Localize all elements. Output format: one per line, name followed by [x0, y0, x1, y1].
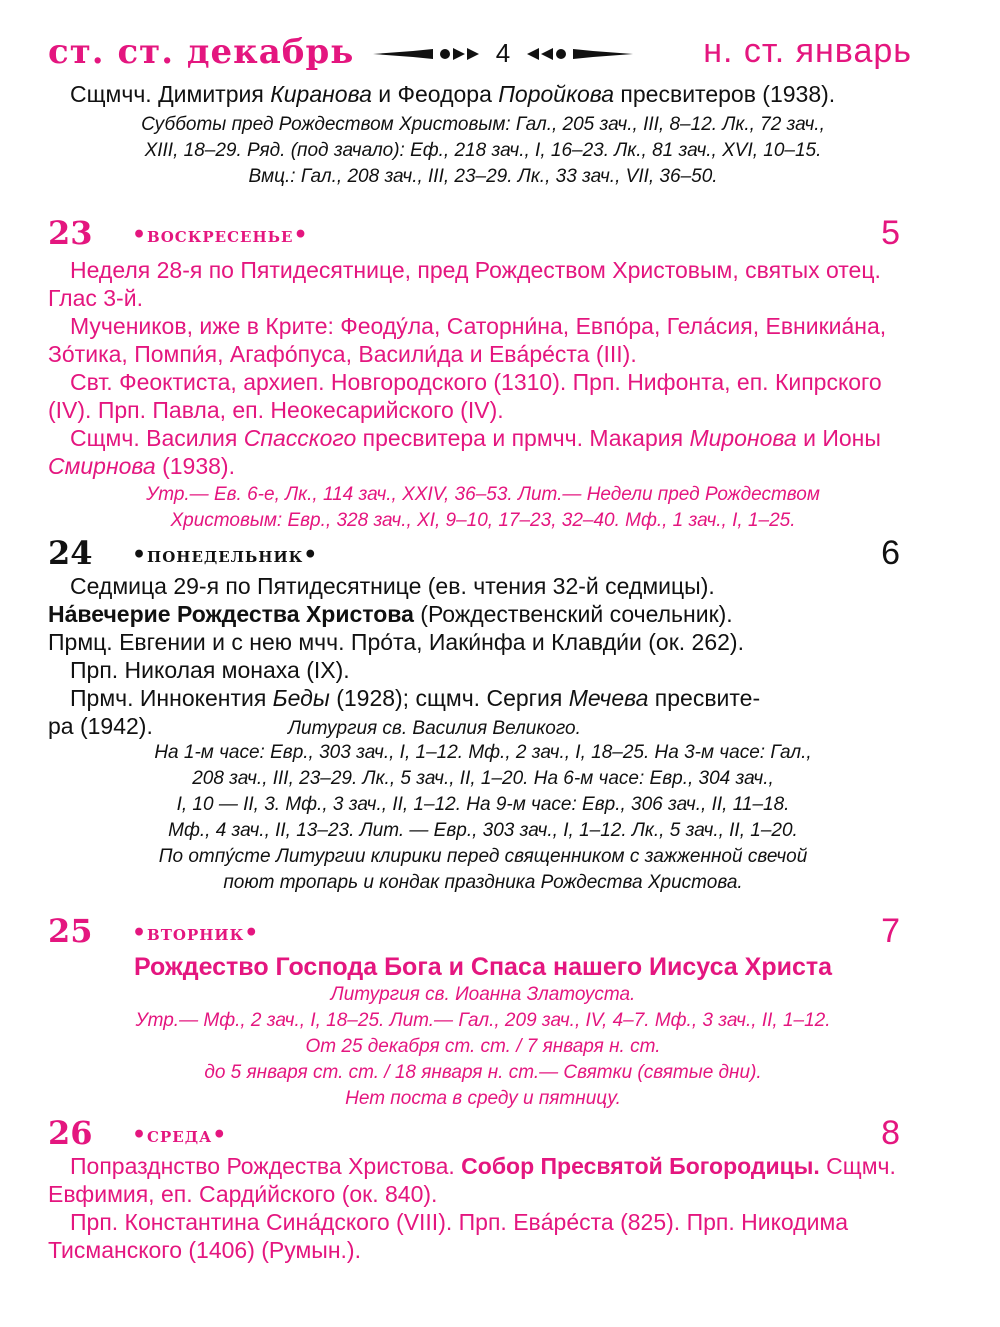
new-style-day: 5	[881, 214, 900, 252]
day-header-25	[48, 912, 900, 952]
page-number-ornament	[373, 38, 633, 68]
weekday-name: •понедельник•	[132, 542, 319, 568]
weekday-name: •вторник•	[132, 920, 260, 946]
weekday-name: •среда•	[132, 1122, 228, 1148]
commemoration-continued: ра (1942).	[48, 713, 153, 739]
liturgy-note: Литургия св. Василия Великого.	[288, 718, 581, 739]
feast-title: Рождество Господа Бога и Спаса нашего Иисуса Христа	[133, 953, 833, 981]
page-header	[48, 30, 912, 78]
intro-commemoration: Сщмчч. Димитрия Киранова и Феодора Поройкова пресвитеров (1938).	[70, 81, 836, 107]
intro-reading-line: XIII, 18–29. Ряд. (под зачало): Еф., 218 зач., I, 16–23. Лк., 81 зач., XVI, 10–15.	[144, 140, 822, 161]
reading-line: Мф., 4 зач., II, 13–23. Лит. — Евр., 303 зач., I, 1–12. Лк., 5 зач., II, 1–20.	[168, 820, 798, 841]
commemoration: Сщмч. Василия Спасского пресвитера и прмчч. Макария Миронова и Ионы Смирнова (1938).	[48, 425, 881, 479]
day-25-body	[48, 952, 918, 1112]
reading-line: Христовым: Евр., 328 зач., XI, 9–10, 17–23, 32–40. Мф., 1 зач., I, 1–25.	[170, 510, 796, 531]
weekday-name: •воскресенье•	[132, 222, 309, 248]
reading-line: Утр.— Ев. 6-е, Лк., 114 зач., XXIV, 36–53. Лит.— Недели пред Рождеством	[146, 484, 820, 505]
commemoration: На́вечерие Рождества Христова (Рождественский сочельник).	[48, 601, 733, 627]
intro-block	[48, 80, 918, 190]
intro-reading-line: Вмц.: Гал., 208 зач., III, 23–29. Лк., 33 зач., VII, 36–50.	[248, 166, 718, 187]
commemoration: Прмч. Иннокентия Беды (1928); сщмч. Сергия Мечева пресвите-	[70, 685, 761, 711]
reading-line: 208 зач., III, 23–29. Лк., 5 зач., II, 1–20. На 6-м часе: Евр., 304 зач.,	[192, 768, 774, 789]
reading-line: I, 10 — II, 3. Мф., 3 зач., II, 1–12. На 9-м часе: Евр., 306 зач., II, 11–18.	[176, 794, 790, 815]
reading-line: до 5 января ст. ст. / 18 января н. ст.— Святки (святые дни).	[204, 1062, 762, 1083]
commemoration: Прмц. Евгении и с нею мчч. Про́та, Иаки́нфа и Клавди́и (ок. 262).	[48, 629, 744, 655]
day-number: 23	[48, 214, 93, 252]
left-ornament-icon	[373, 44, 483, 64]
day-header-23	[48, 214, 900, 254]
day-number: 24	[48, 534, 93, 572]
reading-line: Нет поста в среду и пятницу.	[345, 1088, 621, 1109]
intro-reading-line: Субботы пред Рождеством Христовым: Гал., 205 зач., III, 8–12. Лк., 72 зач.,	[141, 114, 825, 135]
reading-line: По отпу́сте Литургии клирики перед священником с зажженной свечой	[158, 846, 808, 867]
day-number: 25	[48, 912, 93, 950]
day-header-24	[48, 534, 900, 574]
day-number: 26	[48, 1114, 93, 1152]
commemoration: Неделя 28-я по Пятидесятнице, пред Рождеством Христовым, святых отец. Глас 3-й.	[48, 257, 881, 311]
commemoration: Прп. Николая монаха (IX).	[70, 657, 350, 683]
new-style-month: н. ст. январь	[703, 32, 912, 70]
reading-line: поют тропарь и кондак праздника Рождества Христова.	[223, 872, 743, 893]
day-23-body	[48, 256, 918, 534]
reading-line: От 25 декабря ст. ст. / 7 января н. ст.	[305, 1036, 661, 1057]
old-style-month: ст. ст. декабрь	[48, 32, 355, 72]
commemoration: Мучеников, иже в Крите: Феоду́ла, Саторни́на, Евпо́ра, Гела́сия, Евникиа́на, Зо́тика, Помпи́я, Агафо́пуса, Васили́да и Евáре́ста (III).	[48, 313, 887, 367]
day-header-26	[48, 1114, 900, 1154]
reading-line: На 1-м часе: Евр., 303 зач., I, 1–12. Мф., 2 зач., I, 18–25. На 3-м часе: Гал.,	[154, 742, 812, 763]
new-style-day: 8	[881, 1114, 900, 1152]
commemoration: Прп. Константина Сина́дского (VIII). Прп. Евáре́ста (825). Прп. Никодима Тисманского (1406) (Румын.).	[48, 1209, 849, 1263]
page-number: 4	[495, 38, 511, 68]
commemoration: Попразднство Рождества Христова. Собор Пресвятой Богородицы. Сщмч. Евфимия, еп. Сарди́йского (ок. 840).	[48, 1153, 896, 1207]
commemoration: Свт. Феоктиста, архиеп. Новгородского (1310). Прп. Нифонта, еп. Кипрского (IV). Прп. Павла, еп. Неокесарийского (IV).	[48, 369, 882, 423]
new-style-day: 6	[881, 534, 900, 572]
day-24-body	[48, 572, 918, 896]
day-26-body	[48, 1152, 918, 1264]
new-style-day: 7	[881, 912, 900, 950]
right-ornament-icon	[523, 44, 633, 64]
commemoration: Седмица 29-я по Пятидесятнице (ев. чтения 32-й седмицы).	[70, 573, 715, 599]
reading-line: Утр.— Мф., 2 зач., I, 18–25. Лит.— Гал., 209 зач., IV, 4–7. Мф., 3 зач., II, 1–12.	[135, 1010, 831, 1031]
reading-line: Литургия св. Иоанна Златоуста.	[330, 984, 636, 1005]
